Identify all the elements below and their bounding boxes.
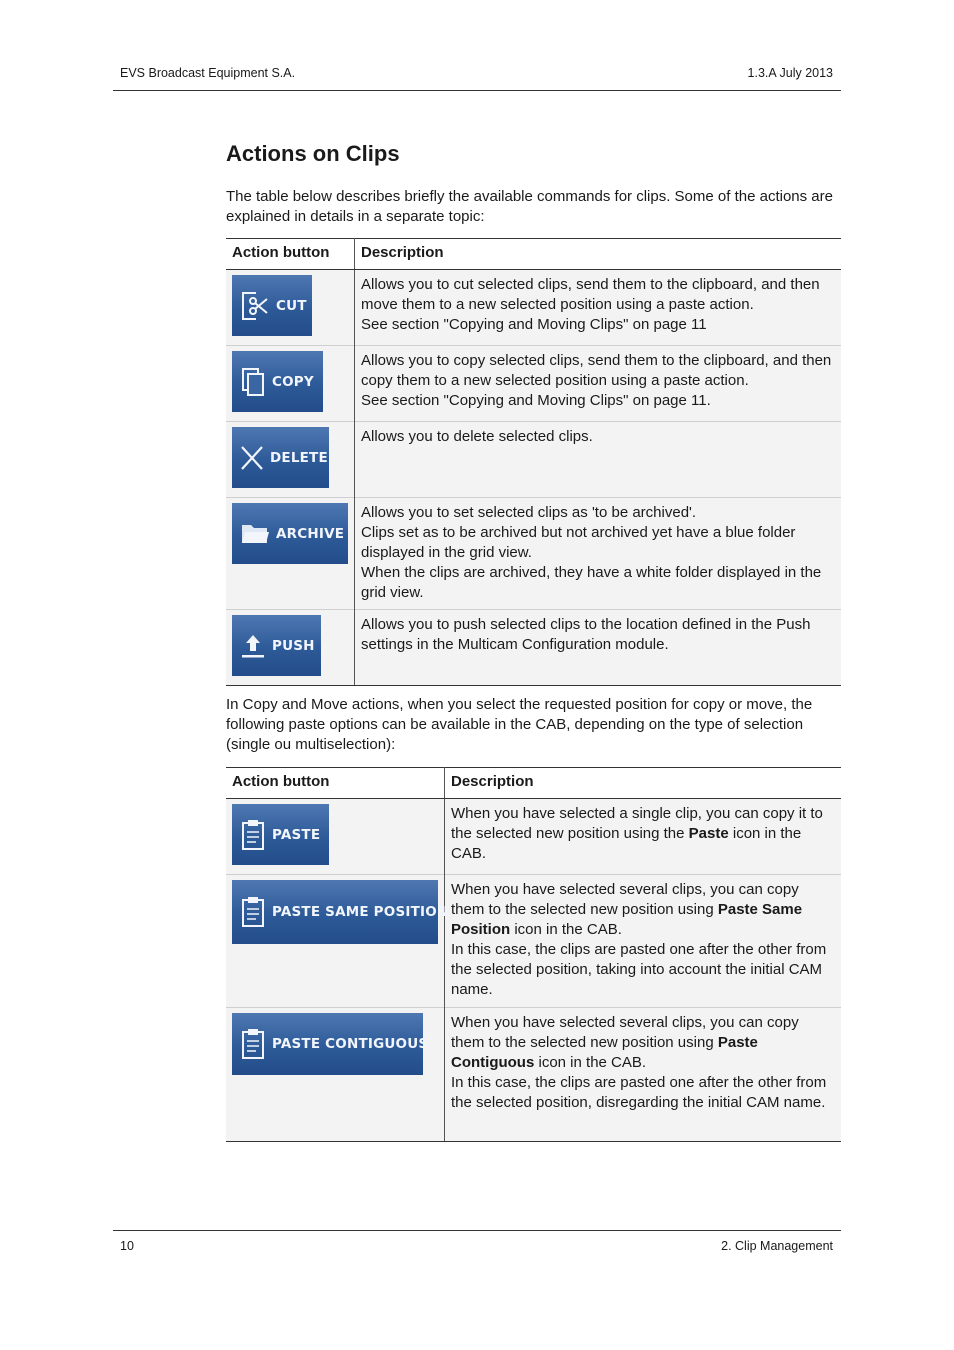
paste-button-label: PASTE (272, 826, 321, 843)
upload-arrow-icon (240, 631, 266, 661)
push-button[interactable] (232, 615, 321, 676)
copy-icon (240, 365, 266, 399)
page-title: Actions on Clips (226, 141, 400, 166)
col-header-action-button: Action button (226, 239, 355, 270)
cut-button[interactable] (232, 275, 312, 336)
col-header-description: Description (355, 239, 842, 270)
paste-button[interactable] (232, 804, 329, 865)
copy-button[interactable] (232, 351, 323, 412)
table-row (226, 1008, 841, 1142)
clipboard-icon (240, 895, 266, 929)
intro-paragraph: The table below describes briefly the available commands for clips. Some of the actions are explained in details in a separate topic: (226, 188, 833, 225)
cut-description: Allows you to cut selected clips, send them to the clipboard, and then move them to a new selected position using a paste action. See section "Copying and Moving Clips" on page 11 (355, 270, 842, 346)
cut-button-label: CUT (276, 297, 307, 314)
table-row (226, 799, 841, 875)
paste-options-paragraph: In Copy and Move actions, when you select the requested position for copy or move, the following paste options can be available in the CAB, depending on the type of selection (single ou multiselection): (226, 696, 813, 753)
table-row (226, 498, 841, 610)
push-button-label: PUSH (272, 637, 315, 654)
header-company: EVS Broadcast Equipment S.A. (120, 66, 296, 80)
paste-same-position-button-label: PASTE SAME POSITION (272, 904, 449, 920)
clipboard-icon (240, 818, 266, 852)
paste-contiguous-button-label: PASTE CONTIGUOUS (272, 1036, 429, 1052)
copy-button-label: COPY (272, 373, 314, 390)
page-number: 10 (120, 1239, 134, 1253)
folder-icon (240, 521, 270, 547)
archive-button-label: ARCHIVE (276, 525, 345, 542)
paste-description: When you have selected a single clip, you can copy it to the selected new position using the Paste icon in the CAB. (445, 799, 842, 875)
paste-same-position-button[interactable] (232, 880, 449, 944)
table-row (226, 422, 841, 498)
delete-description: Allows you to delete selected clips. (355, 422, 842, 498)
table-header-row (226, 768, 841, 799)
delete-button[interactable] (232, 427, 329, 488)
close-icon (240, 445, 264, 471)
delete-button-label: DELETE (270, 449, 328, 466)
table-header-row (226, 239, 841, 270)
chapter-name: 2. Clip Management (721, 1239, 833, 1253)
push-description: Allows you to push selected clips to the location defined in the Push settings in the Multicam Configuration module. (355, 610, 842, 686)
table-row (226, 270, 841, 346)
archive-description: Allows you to set selected clips as 'to be archived'. Clips set as to be archived but not archived yet have a blue folder displayed in the grid view. When the clips are archived, they have a white folder displayed in the grid view. (355, 498, 842, 610)
paste-same-position-description: When you have selected several clips, you can copy them to the selected new position using Paste Same Position icon in the CAB. In this case, the clips are pasted one after the other from the selected position, taking into account the initial CAM name. (445, 875, 842, 1008)
paste-options-table (226, 767, 841, 1142)
table-row (226, 346, 841, 422)
page-footer (113, 1230, 841, 1253)
scissors-icon (240, 289, 270, 323)
header-version: 1.3.A July 2013 (747, 66, 833, 80)
archive-button[interactable] (232, 503, 348, 564)
col-header-description: Description (445, 768, 842, 799)
col-header-action-button: Action button (226, 768, 445, 799)
page-header (113, 64, 841, 91)
copy-description: Allows you to copy selected clips, send them to the clipboard, and then copy them to a new selected position using a paste action. See section "Copying and Moving Clips" on page 11. (355, 346, 842, 422)
clipboard-icon (240, 1027, 266, 1061)
paste-contiguous-button[interactable] (232, 1013, 429, 1075)
paste-contiguous-description: When you have selected several clips, you can copy them to the selected new position using Paste Contiguous icon in the CAB. In this case, the clips are pasted one after the other from the selected position, disregarding the initial CAM name. (445, 1008, 842, 1142)
table-row (226, 610, 841, 686)
table-row (226, 875, 841, 1008)
actions-table (226, 238, 841, 686)
